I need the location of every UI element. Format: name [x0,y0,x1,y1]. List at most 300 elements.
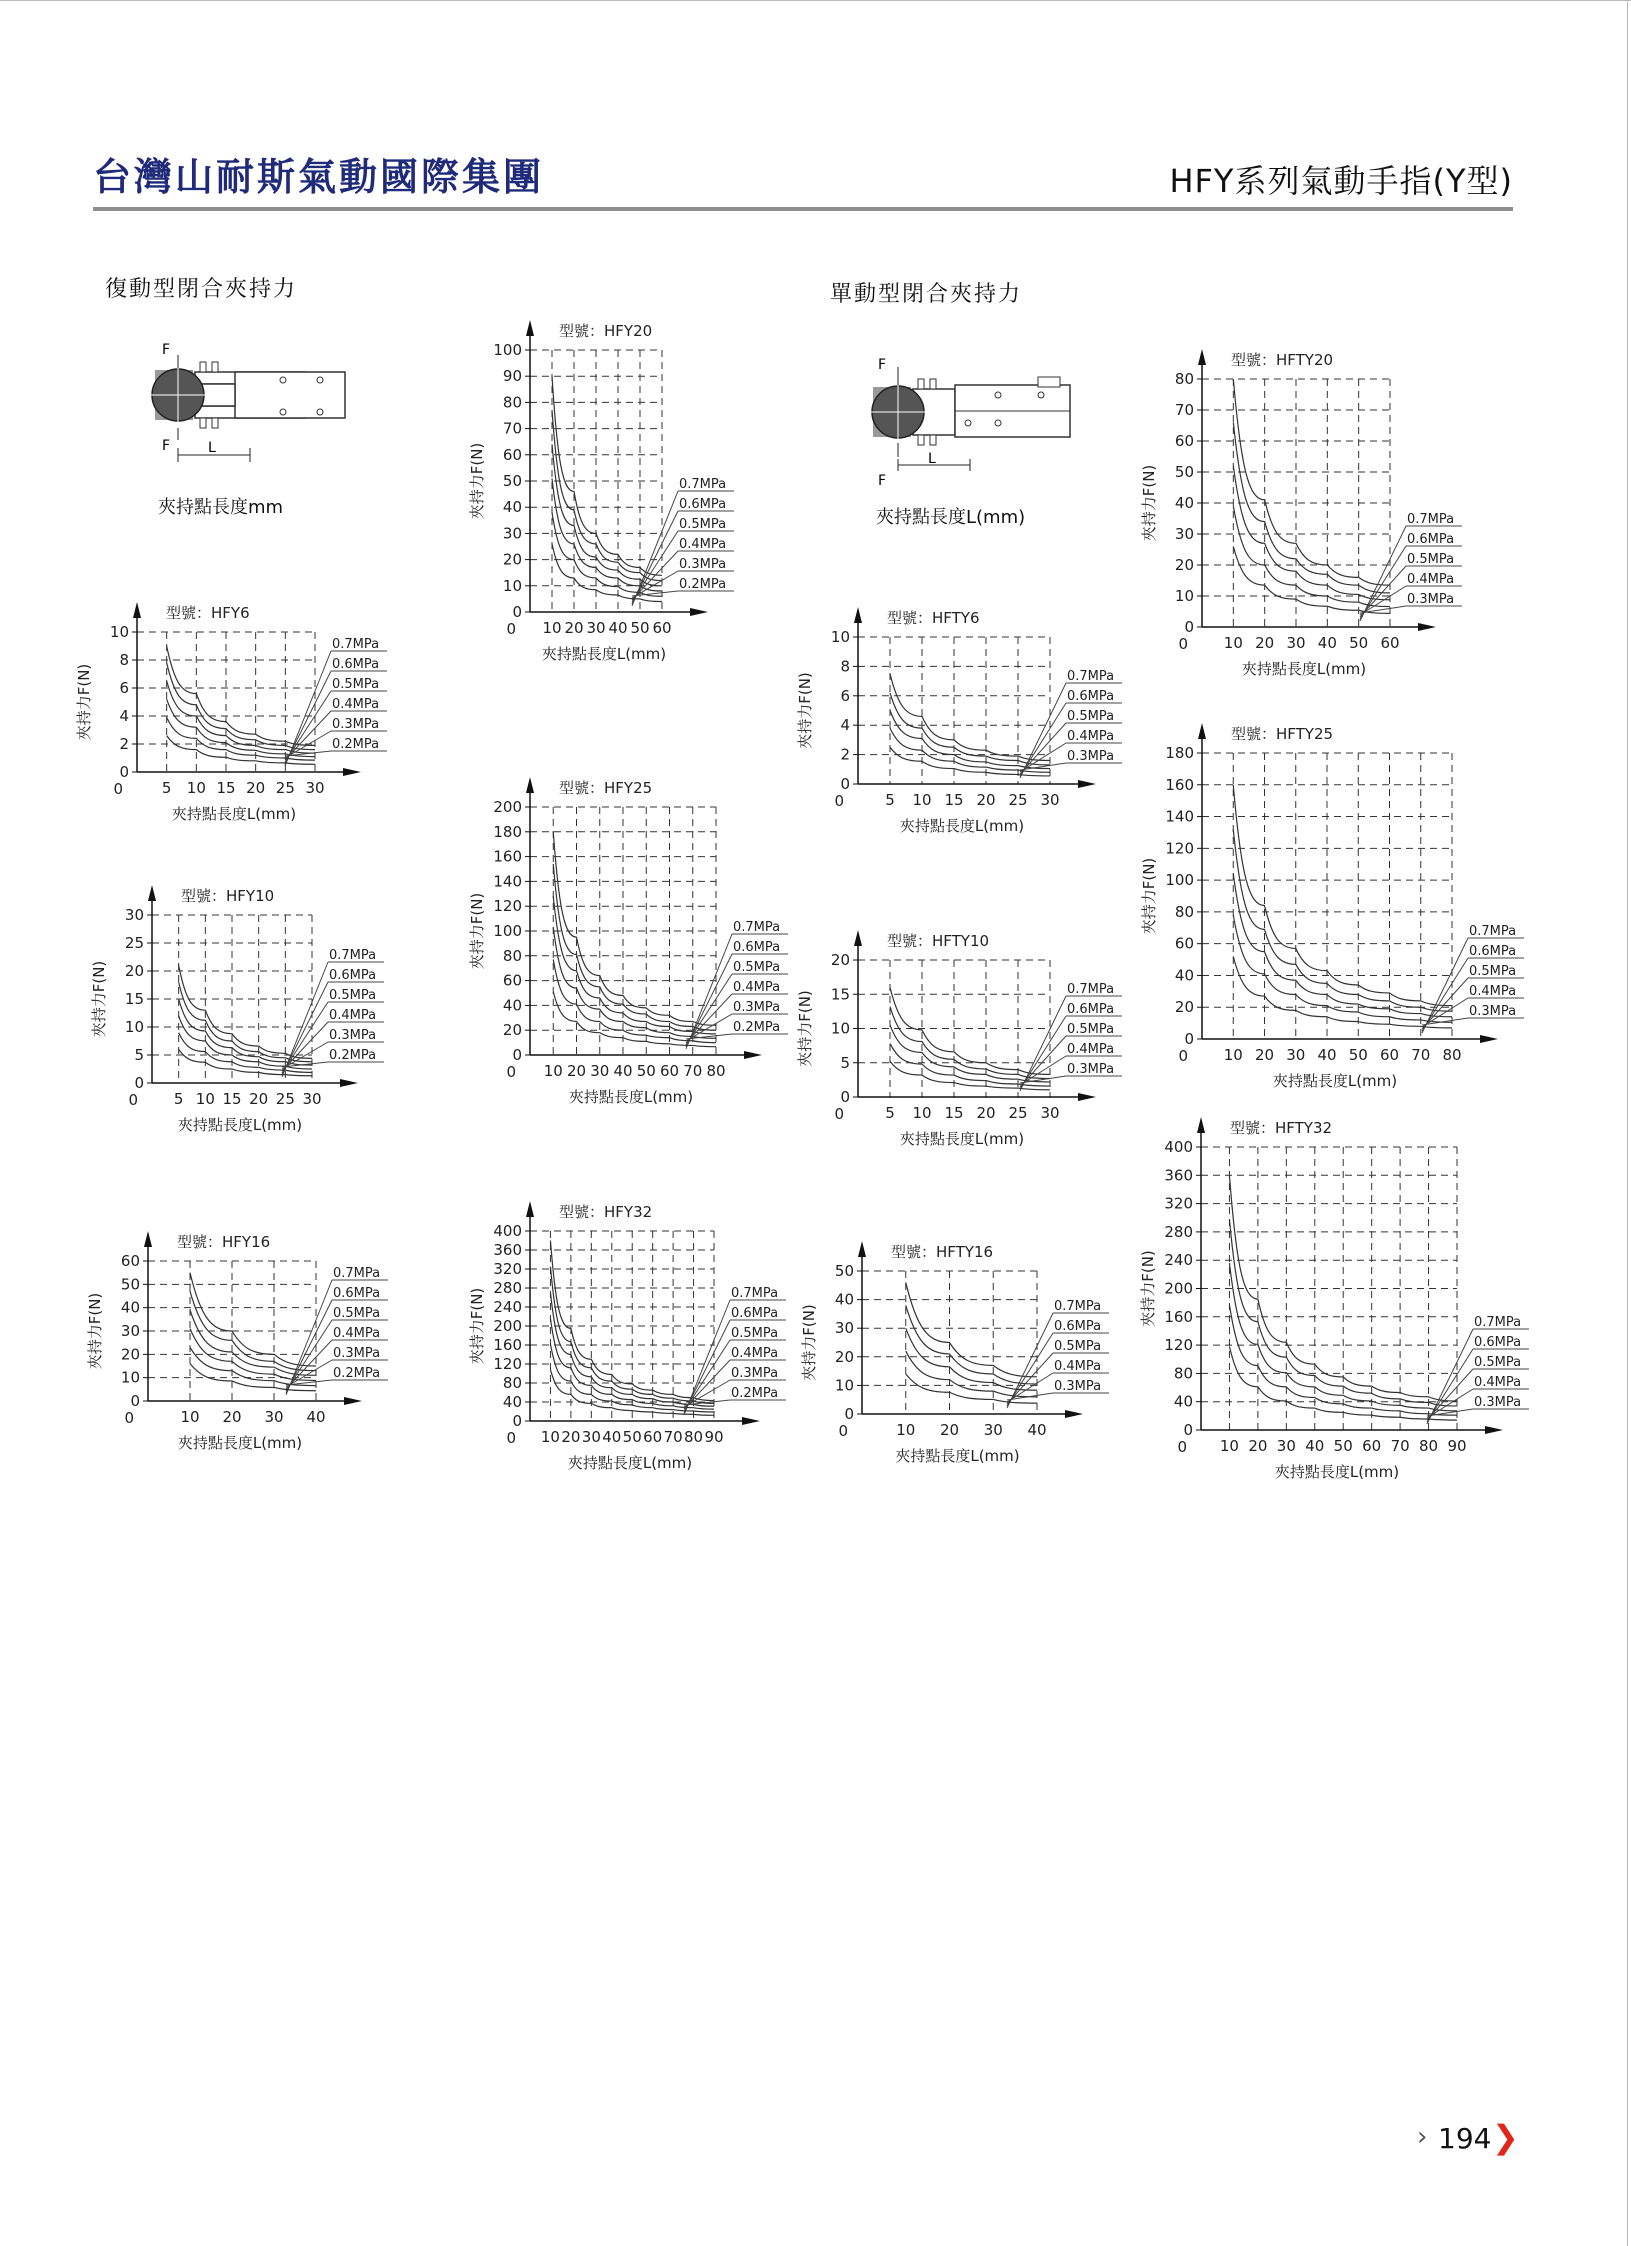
series-label: 0.3MPa [1067,749,1115,764]
y-tick-label: 20 [834,1347,854,1366]
series-label: 0.7MPa [1054,1299,1102,1314]
x-tick-label: 20 [564,619,584,637]
x-tick-label: 50 [630,619,650,637]
leader-line [1422,958,1468,1031]
x-tick-label: 20 [1254,1046,1275,1064]
arrow-right-icon [742,1417,760,1425]
x-tick-label: 60 [652,619,672,637]
x-tick-label: 30 [264,1408,284,1426]
y-tick-label: 30 [834,1319,854,1338]
series-line [890,1007,1050,1079]
x-tick-label: 50 [1348,1046,1368,1064]
y-tick-label: 30 [124,906,144,924]
leader-line [684,1320,730,1413]
y-tick-label: 40 [502,996,522,1015]
x-tick-label: 15 [944,1104,964,1122]
force-label: F [162,342,171,358]
origin-label: 0 [124,1409,134,1427]
y-tick-label: 140 [493,872,522,891]
series-line [167,663,315,750]
y-tick-label: 160 [493,1336,522,1354]
y-tick-label: 60 [1174,934,1194,953]
series-line [1233,915,1452,1022]
x-tick-label: 60 [1379,1046,1400,1064]
arrow-up-icon [526,1201,534,1217]
y-tick-label: 10 [502,576,522,595]
series-label: 0.4MPa [1067,729,1115,744]
series-label: 0.4MPa [733,980,781,995]
y-tick-label: 90 [502,367,522,386]
y-axis-label: 夾持力F(N) [1140,464,1158,542]
origin-label: 0 [128,1091,138,1109]
x-tick-label: 70 [1411,1046,1431,1064]
y-tick-label: 60 [120,1252,140,1270]
series-line [890,1025,1050,1082]
series-label: 0.4MPa [332,697,380,712]
series-label: 0.6MPa [733,940,781,955]
chart-7 [796,930,1122,1148]
series-label: 0.7MPa [1474,1315,1522,1330]
x-axis-label: 夾持點長度L(mm) [1241,660,1367,678]
x-tick-label: 40 [602,1428,622,1446]
arrow-up-icon [1198,349,1206,365]
y-tick-label: 0 [512,1046,522,1064]
chart-title: 型號：HFY16 [177,1233,271,1251]
arrow-right-icon [344,1397,362,1405]
origin-label: 0 [506,1063,516,1081]
y-tick-label: 0 [1183,1421,1193,1439]
y-axis-label: 夾持力F(N) [468,892,486,970]
x-tick-label: 40 [1027,1421,1047,1439]
y-tick-label: 50 [1174,463,1194,481]
y-tick-label: 140 [1165,807,1194,826]
series-line [1233,422,1390,593]
x-tick-label: 60 [1362,1437,1382,1455]
leader-line [282,962,328,1077]
arrow-up-icon [148,885,156,901]
origin-label: 0 [834,792,844,810]
y-tick-label: 10 [120,1368,140,1387]
y-tick-label: 80 [502,1374,522,1392]
arrow-right-icon [1418,623,1436,631]
y-tick-label: 160 [1164,1307,1193,1326]
x-tick-label: 10 [912,1104,932,1122]
y-axis-label: 夾持力F(N) [86,1292,104,1370]
y-tick-label: 10 [109,623,129,641]
series-label: 0.3MPa [733,1000,781,1015]
x-tick-label: 10 [912,791,932,809]
x-axis-label: 夾持點長度L(mm) [899,817,1025,835]
arrow-right-icon [1480,1035,1498,1043]
series-line [890,987,1050,1074]
series-label: 0.3MPa [329,1028,377,1043]
x-tick-label: 50 [636,1062,656,1080]
y-tick-label: 100 [493,341,522,359]
y-tick-label: 120 [1164,1336,1193,1355]
y-tick-label: 20 [1174,556,1194,574]
y-tick-label: 0 [1184,618,1194,636]
origin-label: 0 [113,780,123,798]
arrow-right-icon [1065,1410,1083,1418]
chart-title: 型號：HFTY32 [1230,1119,1333,1137]
y-tick-label: 280 [493,1279,522,1297]
y-tick-label: 50 [120,1275,140,1294]
series-label: 0.6MPa [1054,1319,1102,1334]
x-tick-label: 10 [1223,634,1243,652]
chart-title: 型號：HFTY10 [887,932,990,950]
y-tick-label: 4 [119,707,129,725]
origin-label: 0 [506,620,516,638]
arrow-up-icon [1197,1117,1205,1133]
chart-title: 型號：HFY6 [166,604,250,622]
series-label: 0.6MPa [333,1286,381,1301]
x-tick-label: 10 [186,779,206,797]
y-tick-label: 8 [119,651,129,669]
series-label: 0.6MPa [1407,532,1455,547]
series-label: 0.2MPa [733,1020,781,1035]
series-line [552,410,662,580]
y-tick-label: 10 [1174,587,1194,605]
y-axis-label: 夾持力F(N) [800,1304,818,1381]
x-tick-label: 70 [683,1062,703,1080]
series-label: 0.5MPa [332,677,380,692]
x-tick-label: 10 [543,1062,563,1080]
y-tick-label: 80 [502,946,522,965]
series-label: 0.6MPa [1067,689,1115,704]
arrow-right-icon [340,1079,358,1087]
series-label: 0.2MPa [731,1386,779,1401]
x-tick-label: 10 [1219,1437,1239,1455]
x-axis-label: 夾持點長度L(mm) [1272,1072,1398,1090]
chart-title: 型號：HFTY25 [1231,725,1334,743]
y-tick-label: 0 [119,763,129,781]
x-tick-label: 50 [622,1428,642,1446]
y-axis-label: 夾持力F(N) [90,960,108,1038]
y-tick-label: 20 [1174,998,1194,1017]
x-tick-label: 80 [1419,1437,1439,1455]
x-tick-label: 30 [590,1062,610,1080]
y-tick-label: 320 [1164,1194,1193,1213]
y-tick-label: 60 [1174,432,1194,450]
series-line [552,444,662,585]
x-tick-label: 80 [684,1428,704,1446]
series-line [1233,829,1452,1011]
series-label: 0.3MPa [333,1346,381,1361]
y-tick-label: 40 [834,1290,854,1309]
series-label: 0.4MPa [329,1008,377,1023]
series-line [906,1282,1037,1376]
x-tick-label: 70 [1390,1437,1410,1455]
series-line [906,1328,1037,1390]
chart-11 [1139,1117,1529,1481]
series-label: 0.6MPa [731,1306,779,1321]
y-tick-label: 10 [834,1376,854,1395]
x-tick-label: 70 [663,1428,683,1446]
series-line [890,711,1050,769]
leader-line [632,491,678,606]
y-tick-label: 20 [502,550,522,569]
chart-9 [1140,349,1462,678]
x-tick-label: 20 [246,779,266,797]
chart-2 [86,1231,388,1452]
y-tick-label: 360 [1164,1166,1193,1185]
x-tick-label: 30 [1040,791,1060,809]
y-tick-label: 360 [493,1241,522,1259]
arrow-right-icon [343,768,361,776]
y-tick-label: 20 [830,951,850,969]
x-axis-label: 夾持點長度L(mm) [177,1434,303,1452]
series-line [552,512,662,596]
y-tick-label: 120 [1165,839,1194,858]
arrow-up-icon [854,607,862,623]
y-tick-label: 280 [1164,1222,1193,1241]
x-tick-label: 90 [704,1428,724,1446]
x-axis-label: 夾持點長度L(mm) [1274,1463,1400,1481]
series-line [1233,956,1452,1028]
y-tick-label: 160 [493,847,522,866]
series-label: 0.5MPa [1067,1022,1115,1037]
series-line [553,832,716,1025]
x-tick-label: 50 [1349,634,1369,652]
y-tick-label: 6 [840,686,850,705]
series-label: 0.4MPa [1474,1375,1522,1390]
y-axis-label: 夾持力F(N) [1140,857,1158,935]
x-tick-label: 60 [659,1062,680,1080]
series-label: 0.3MPa [679,557,727,572]
schematic-double-caption: 夾持點長度mm [158,497,284,518]
origin-label: 0 [834,1105,844,1123]
chart-5 [468,1201,786,1472]
y-tick-label: 30 [1174,525,1194,543]
series-label: 0.3MPa [1407,592,1455,607]
y-tick-label: 10 [124,1018,144,1036]
origin-label: 0 [1178,635,1188,653]
chart-4 [468,777,788,1106]
chart-10 [1140,723,1524,1090]
y-tick-label: 8 [840,657,850,676]
y-axis-label: 夾持力F(N) [1139,1250,1157,1327]
y-tick-label: 40 [120,1298,140,1317]
series-label: 0.2MPa [333,1366,381,1381]
y-tick-label: 0 [512,603,522,621]
x-tick-label: 40 [613,1062,633,1080]
chart-title: 型號：HFY25 [559,779,653,797]
arrow-right-icon [744,1051,762,1059]
y-axis-label: 夾持力F(N) [796,672,814,749]
y-tick-label: 100 [1165,871,1194,890]
x-tick-label: 20 [939,1421,960,1439]
force-label: F [162,438,171,454]
series-line [190,1273,316,1366]
arrow-right-icon [690,608,708,616]
x-tick-label: 10 [542,619,562,637]
leader-line [684,1300,730,1415]
chart-0 [75,602,387,823]
y-tick-label: 0 [512,1412,522,1430]
force-label: F [878,357,887,373]
y-tick-label: 180 [493,822,522,841]
series-label: 0.6MPa [329,968,377,983]
y-tick-label: 320 [493,1260,522,1278]
series-label: 0.4MPa [1067,1042,1115,1057]
series-label: 0.2MPa [679,577,727,592]
y-tick-label: 2 [119,735,129,753]
series-label: 0.7MPa [1469,924,1517,939]
x-tick-label: 20 [222,1408,242,1426]
series-line [1233,506,1390,606]
y-tick-label: 400 [1164,1138,1193,1156]
series-line [179,982,312,1062]
x-tick-label: 50 [1333,1437,1353,1455]
chart-title: 型號：HFY20 [559,322,653,340]
series-label: 0.2MPa [332,737,380,752]
x-tick-label: 25 [275,1090,295,1108]
series-line [552,376,662,575]
x-tick-label: 30 [305,779,325,797]
brand-title: 台灣山耐斯氣動國際集團 [93,155,545,199]
y-tick-label: 200 [493,798,522,816]
x-tick-label: 40 [1305,1437,1325,1455]
y-tick-label: 15 [830,985,850,1004]
x-tick-label: 5 [885,1104,895,1122]
y-tick-label: 5 [134,1046,144,1064]
series-label: 0.6MPa [1474,1335,1522,1350]
y-tick-label: 80 [502,393,522,412]
x-tick-label: 30 [1040,1104,1060,1122]
x-tick-label: 10 [896,1421,916,1439]
series-line [1233,785,1452,1006]
series-label: 0.3MPa [1054,1379,1102,1394]
series-label: 0.3MPa [332,717,380,732]
y-tick-label: 20 [120,1345,140,1364]
arrow-right-icon [1485,1426,1503,1434]
chart-3 [468,320,734,663]
y-tick-label: 50 [502,472,522,490]
page-number: 194 [1438,2122,1492,2155]
series-label: 0.2MPa [329,1048,377,1063]
y-tick-label: 0 [130,1392,140,1410]
series-line [179,965,312,1058]
arrow-right-icon [1078,780,1096,788]
x-tick-label: 80 [706,1062,726,1080]
series-label: 0.5MPa [1407,552,1455,567]
y-tick-label: 0 [1184,1030,1194,1048]
series-line [552,478,662,591]
y-axis-label: 夾持力F(N) [796,990,814,1067]
y-tick-label: 0 [840,775,850,793]
series-label: 0.4MPa [1469,984,1517,999]
force-label: F [878,473,887,489]
series-label: 0.3MPa [1474,1395,1522,1410]
chart-6 [796,607,1122,835]
y-tick-label: 20 [124,962,144,980]
x-axis-label: 夾持點長度L(mm) [171,805,297,823]
series-line [1233,466,1390,600]
series-label: 0.5MPa [731,1326,779,1341]
origin-label: 0 [506,1429,516,1447]
series-label: 0.4MPa [1054,1359,1102,1374]
y-tick-label: 30 [502,524,522,543]
series-line [890,693,1050,765]
y-tick-label: 0 [134,1074,144,1092]
leader-line [632,511,678,604]
y-tick-label: 400 [493,1222,522,1240]
y-tick-label: 80 [1173,1364,1193,1383]
origin-label: 0 [838,1422,848,1440]
series-label: 0.3MPa [1067,1062,1115,1077]
y-tick-label: 25 [124,934,144,952]
x-tick-label: 80 [1442,1046,1462,1064]
schematic-single-caption: 夾持點長度L(mm) [876,507,1026,528]
series-line [1233,874,1452,1017]
arrow-up-icon [1198,723,1206,739]
chevron-right-icon: › [1417,2122,1428,2152]
y-tick-label: 2 [840,745,850,764]
leader-line [285,651,331,766]
length-label: L [928,451,936,467]
arrow-up-icon [858,1241,866,1257]
x-tick-label: 5 [173,1090,184,1108]
y-tick-label: 80 [1174,370,1194,388]
series-label: 0.4MPa [731,1346,779,1361]
arrow-right-icon [1078,1093,1096,1101]
y-tick-label: 40 [502,498,522,517]
x-tick-label: 30 [581,1428,601,1446]
y-tick-label: 40 [502,1393,522,1411]
y-tick-label: 60 [502,971,522,990]
series-label: 0.6MPa [332,657,380,672]
chevron-right-icon: ❯ [1492,2118,1519,2156]
x-tick-label: 60 [643,1428,663,1446]
arrow-up-icon [854,930,862,946]
x-tick-label: 5 [885,791,895,809]
series-line [906,1305,1037,1384]
series-label: 0.7MPa [679,477,727,492]
series-label: 0.4MPa [679,537,727,552]
y-tick-label: 120 [493,1355,522,1373]
section-single-acting: 單動型閉合夾持力 [830,282,1023,307]
series-label: 0.3MPa [731,1366,779,1381]
x-axis-label: 夾持點長度L(mm) [568,1088,694,1106]
length-label: L [208,440,216,456]
y-tick-label: 60 [502,445,522,464]
x-axis-label: 夾持點長度L(mm) [541,645,667,663]
series-label: 0.6MPa [1469,944,1517,959]
x-tick-label: 20 [561,1428,581,1446]
x-tick-label: 40 [1317,1046,1337,1064]
y-tick-label: 120 [493,897,522,916]
leader-line [1007,1373,1053,1402]
series-label: 0.4MPa [1407,572,1455,587]
series-label: 0.5MPa [1469,964,1517,979]
leader-line [1020,743,1066,772]
y-tick-label: 15 [124,990,144,1008]
y-tick-label: 0 [840,1088,850,1106]
chart-8 [800,1241,1109,1465]
y-tick-label: 100 [493,922,522,940]
origin-label: 0 [1177,1438,1187,1456]
y-tick-label: 0 [844,1405,854,1423]
series-label: 0.5MPa [733,960,781,975]
x-tick-label: 40 [608,619,628,637]
y-tick-label: 40 [1174,966,1194,985]
x-tick-label: 20 [1255,634,1275,652]
x-tick-label: 15 [216,779,236,797]
y-tick-label: 160 [1165,775,1194,794]
y-tick-label: 10 [830,1019,850,1038]
series-label: 0.7MPa [329,948,377,963]
series-label: 0.3MPa [1469,1004,1517,1019]
